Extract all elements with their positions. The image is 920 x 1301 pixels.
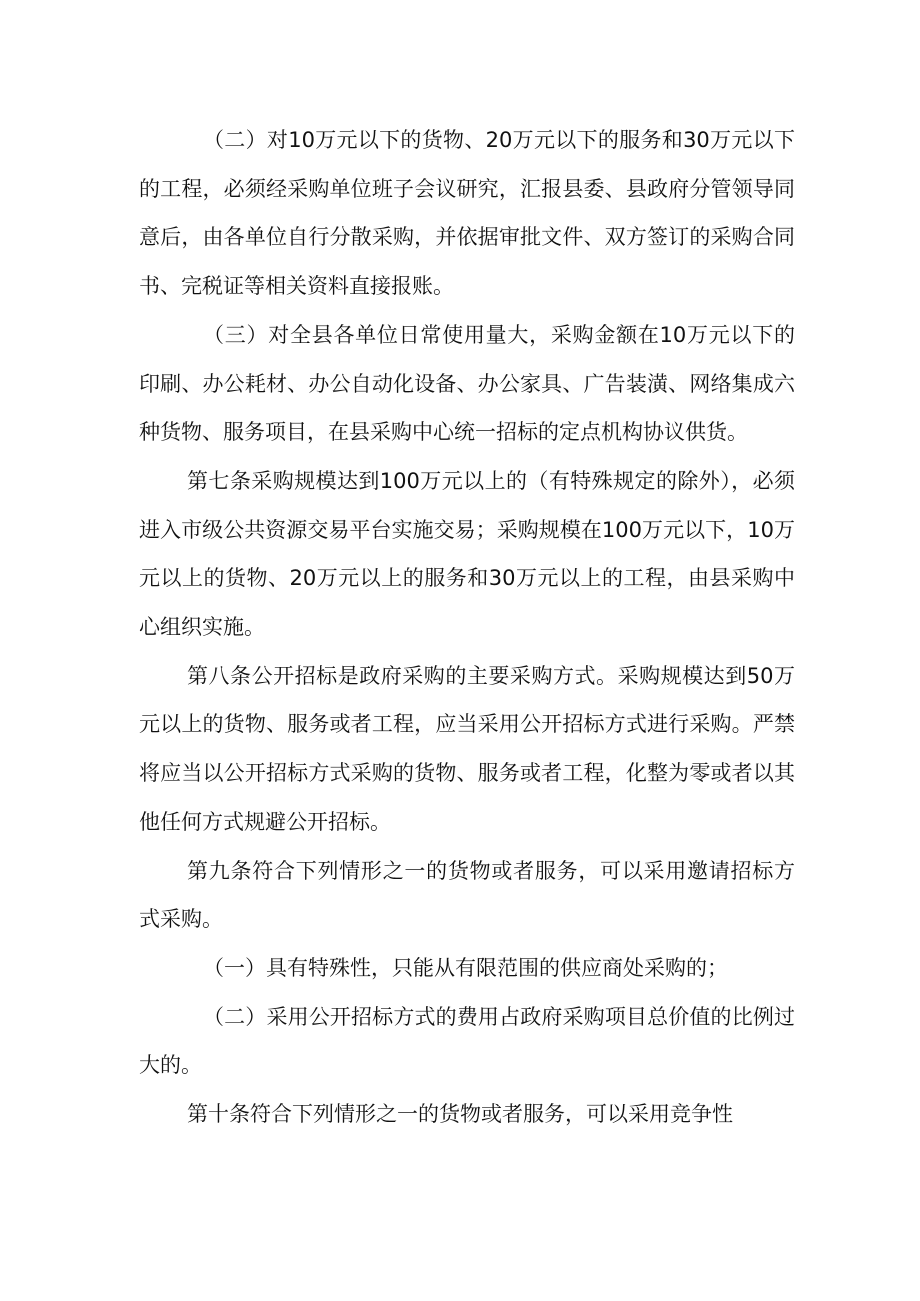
paragraph-article-7: 第七条采购规模达到100万元以上的（有特殊规定的除外），必须进入市级公共资源交易平台实施交易；采购规模在100万元以下，10万元以上的货物、20万元以上的服务和30万元以上的工程，由县采购中心组织实施。: [139, 468, 795, 640]
paragraph-article-10: 第十条符合下列情形之一的货物或者服务，可以采用竞争性: [187, 1102, 733, 1127]
paragraph-article-8: 第八条公开招标是政府采购的主要采购方式。采购规模达到50万元以上的货物、服务或者工程，应当采用公开招标方式进行采购。严禁将应当以公开招标方式采购的货物、服务或者工程，化整为零或者以其他任何方式规避公开招标。: [139, 663, 795, 834]
paragraph-article-9: 第九条符合下列情形之一的货物或者服务，可以采用邀请招标方式采购。: [139, 858, 795, 932]
paragraph-article-9-item-2: （二）采用公开招标方式的费用占政府采购项目总价值的比例过大的。: [139, 1004, 795, 1078]
document-body: [139, 116, 795, 1139]
paragraph-item-2: （二）对10万元以下的货物、20万元以下的服务和30万元以下的工程，必须经采购单位班子会议研究，汇报县委、县政府分管领导同意后，由各单位自行分散采购，并依据审批文件、双方签订的采购合同书、完税证等相关资料直接报账。: [139, 128, 795, 299]
paragraph-item-3: （三）对全县各单位日常使用量大，采购金额在10万元以下的印刷、办公耗材、办公自动化设备、办公家具、广告装潢、网络集成六种货物、服务项目，在县采购中心统一招标的定点机构协议供货。: [139, 322, 795, 445]
paragraph-article-9-item-1: （一）具有特殊性，只能从有限范围的供应商处采购的；: [203, 955, 728, 980]
